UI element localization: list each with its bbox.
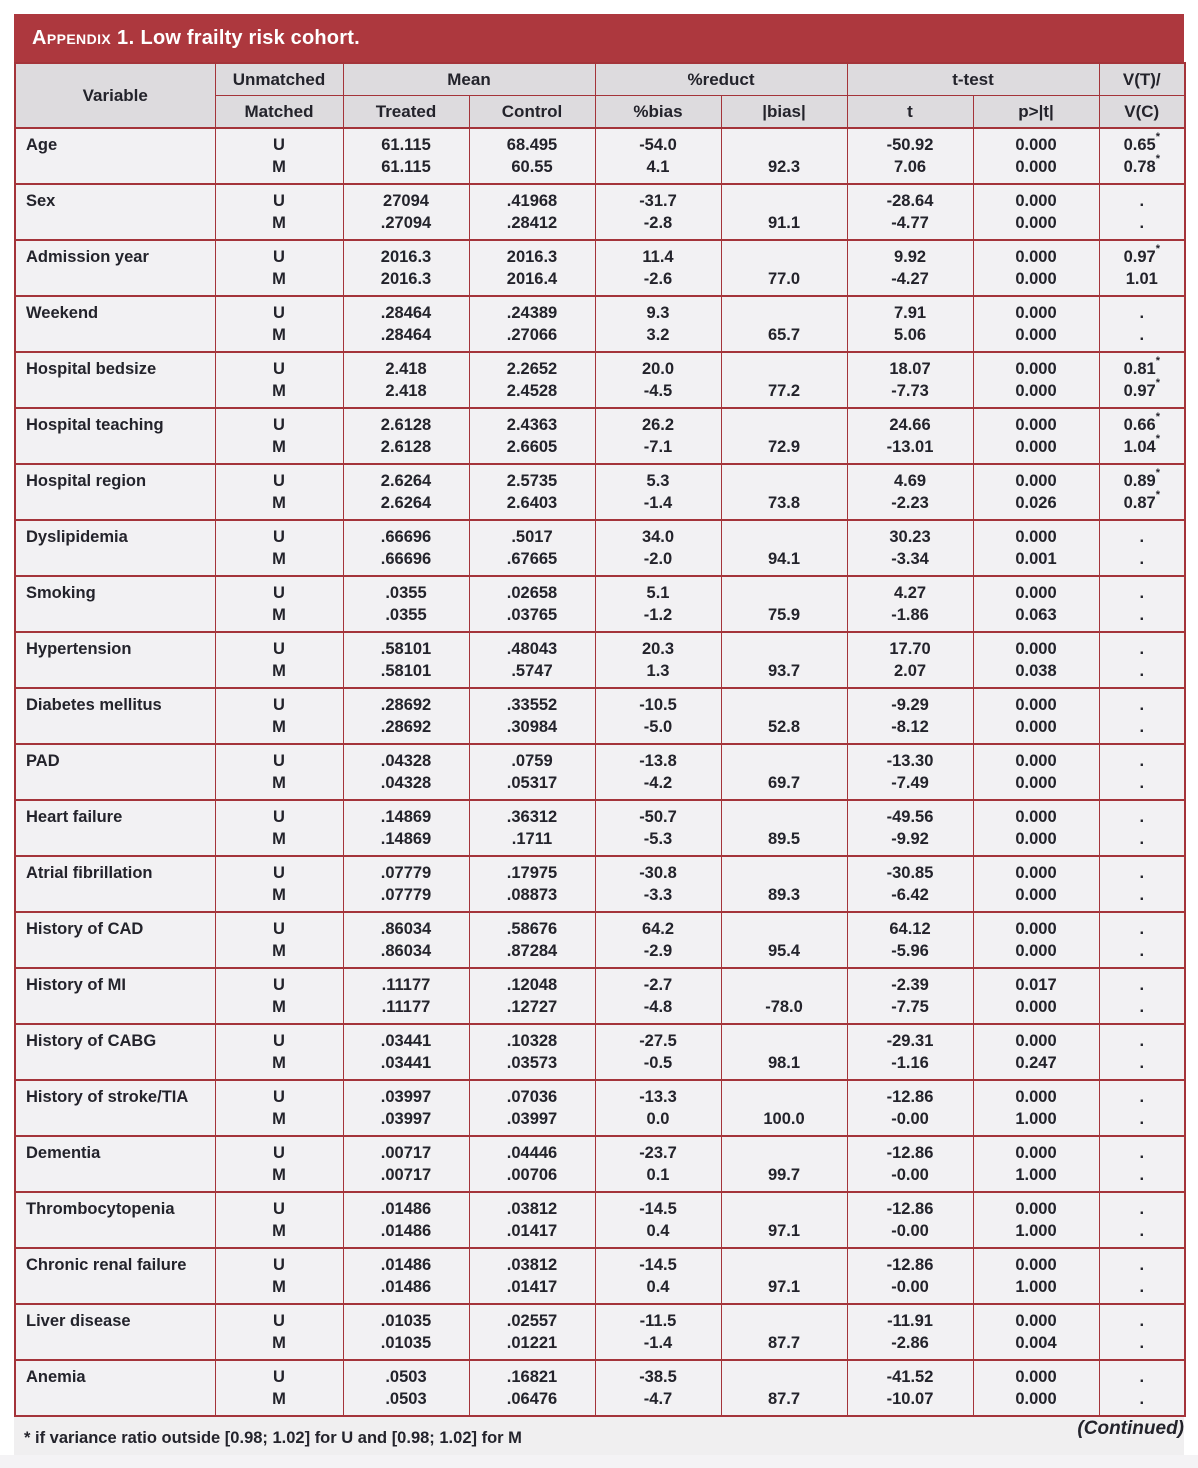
cell-variance-ratio: . . bbox=[1099, 744, 1185, 800]
cell-treated: .58101 .58101 bbox=[343, 632, 469, 688]
cell-bias-abs: 100.0 bbox=[721, 1080, 847, 1136]
table-row bbox=[15, 1360, 1185, 1416]
table-row bbox=[15, 240, 1185, 296]
cell-p: 0.000 0.001 bbox=[973, 520, 1099, 576]
variable-cell: History of CAD bbox=[15, 912, 215, 968]
cell-bias-pct: -50.7 -5.3 bbox=[595, 800, 721, 856]
variable-cell: Age bbox=[15, 128, 215, 184]
cell-bias-pct: 64.2 -2.9 bbox=[595, 912, 721, 968]
cell-variance-ratio: . . bbox=[1099, 968, 1185, 1024]
cell-t: 9.92 -4.27 bbox=[847, 240, 973, 296]
table-row bbox=[15, 688, 1185, 744]
table-row bbox=[15, 800, 1185, 856]
cell-bias-abs: 93.7 bbox=[721, 632, 847, 688]
cell-t: 17.70 2.07 bbox=[847, 632, 973, 688]
table-row bbox=[15, 184, 1185, 240]
cell-unmatched-matched: U M bbox=[215, 408, 343, 464]
cell-t: -30.85 -6.42 bbox=[847, 856, 973, 912]
table-row bbox=[15, 128, 1185, 184]
table-row bbox=[15, 352, 1185, 408]
table-row bbox=[15, 1304, 1185, 1360]
next-section-strip bbox=[0, 1455, 1198, 1468]
cell-bias-pct: -14.5 0.4 bbox=[595, 1192, 721, 1248]
cell-unmatched-matched: U M bbox=[215, 184, 343, 240]
cell-control: .10328 .03573 bbox=[469, 1024, 595, 1080]
cell-unmatched-matched: U M bbox=[215, 520, 343, 576]
cell-variance-ratio: . . bbox=[1099, 1080, 1185, 1136]
cell-t: 30.23 -3.34 bbox=[847, 520, 973, 576]
cell-variance-ratio: . . bbox=[1099, 856, 1185, 912]
cell-control: .58676 .87284 bbox=[469, 912, 595, 968]
cell-bias-abs: 92.3 bbox=[721, 128, 847, 184]
cell-p: 0.000 0.000 bbox=[973, 352, 1099, 408]
variable-cell: Thrombocytopenia bbox=[15, 1192, 215, 1248]
table-row bbox=[15, 520, 1185, 576]
cell-treated: .28692 .28692 bbox=[343, 688, 469, 744]
cell-control: .17975 .08873 bbox=[469, 856, 595, 912]
cell-bias-pct: -13.3 0.0 bbox=[595, 1080, 721, 1136]
cell-treated: .14869 .14869 bbox=[343, 800, 469, 856]
cell-bias-pct: 5.1 -1.2 bbox=[595, 576, 721, 632]
table-title-prefix: Appendix 1. bbox=[32, 26, 135, 49]
appendix-table-container bbox=[14, 14, 1184, 1459]
cell-unmatched-matched: U M bbox=[215, 744, 343, 800]
cell-bias-pct: 26.2 -7.1 bbox=[595, 408, 721, 464]
variable-cell: Sex bbox=[15, 184, 215, 240]
cell-t: 64.12 -5.96 bbox=[847, 912, 973, 968]
cell-variance-ratio: . . bbox=[1099, 576, 1185, 632]
cell-control: .02658 .03765 bbox=[469, 576, 595, 632]
cell-bias-abs: 99.7 bbox=[721, 1136, 847, 1192]
cell-t: -12.86 -0.00 bbox=[847, 1192, 973, 1248]
variable-cell: Hospital bedsize bbox=[15, 352, 215, 408]
cell-bias-abs: 73.8 bbox=[721, 464, 847, 520]
cell-p: 0.000 0.063 bbox=[973, 576, 1099, 632]
cell-bias-pct: -13.8 -4.2 bbox=[595, 744, 721, 800]
cell-variance-ratio: . . bbox=[1099, 632, 1185, 688]
header-variable: Variable bbox=[15, 63, 215, 128]
header-matched: Matched bbox=[215, 96, 343, 129]
variable-cell: Atrial fibrillation bbox=[15, 856, 215, 912]
cell-control: .12048 .12727 bbox=[469, 968, 595, 1024]
variable-cell: Heart failure bbox=[15, 800, 215, 856]
cell-control: .03812 .01417 bbox=[469, 1248, 595, 1304]
cell-unmatched-matched: U M bbox=[215, 1248, 343, 1304]
cell-p: 0.000 0.000 bbox=[973, 184, 1099, 240]
cell-control: .5017 .67665 bbox=[469, 520, 595, 576]
cell-treated: .66696 .66696 bbox=[343, 520, 469, 576]
cell-t: -28.64 -4.77 bbox=[847, 184, 973, 240]
cell-bias-abs: 69.7 bbox=[721, 744, 847, 800]
cell-variance-ratio: . . bbox=[1099, 1248, 1185, 1304]
variable-cell: Admission year bbox=[15, 240, 215, 296]
header-mean: Mean bbox=[343, 63, 595, 96]
cell-control: .02557 .01221 bbox=[469, 1304, 595, 1360]
cell-unmatched-matched: U M bbox=[215, 296, 343, 352]
cell-bias-abs: 52.8 bbox=[721, 688, 847, 744]
cell-variance-ratio: . . bbox=[1099, 184, 1185, 240]
cell-t: 24.66 -13.01 bbox=[847, 408, 973, 464]
table-row bbox=[15, 296, 1185, 352]
header-bias-pct: %bias bbox=[595, 96, 721, 129]
cell-p: 0.000 0.247 bbox=[973, 1024, 1099, 1080]
cell-t: 4.27 -1.86 bbox=[847, 576, 973, 632]
cell-bias-pct: -31.7 -2.8 bbox=[595, 184, 721, 240]
header-t: t bbox=[847, 96, 973, 129]
cell-treated: .00717 .00717 bbox=[343, 1136, 469, 1192]
cell-t: -41.52 -10.07 bbox=[847, 1360, 973, 1416]
table-row bbox=[15, 408, 1185, 464]
cell-control: .24389 .27066 bbox=[469, 296, 595, 352]
cell-p: 0.000 0.000 bbox=[973, 688, 1099, 744]
cell-treated: 2016.3 2016.3 bbox=[343, 240, 469, 296]
header-vt: V(T)/ bbox=[1099, 63, 1185, 96]
variable-cell: Dementia bbox=[15, 1136, 215, 1192]
cell-variance-ratio: . . bbox=[1099, 1024, 1185, 1080]
cell-p: 0.000 0.000 bbox=[973, 856, 1099, 912]
cell-unmatched-matched: U M bbox=[215, 352, 343, 408]
cell-variance-ratio: . . bbox=[1099, 1192, 1185, 1248]
cell-t: -13.30 -7.49 bbox=[847, 744, 973, 800]
cell-bias-abs: 89.5 bbox=[721, 800, 847, 856]
header-unmatched: Unmatched bbox=[215, 63, 343, 96]
cell-t: -12.86 -0.00 bbox=[847, 1136, 973, 1192]
cell-control: .04446 .00706 bbox=[469, 1136, 595, 1192]
cell-unmatched-matched: U M bbox=[215, 632, 343, 688]
cell-treated: .0503 .0503 bbox=[343, 1360, 469, 1416]
variable-cell: History of stroke/TIA bbox=[15, 1080, 215, 1136]
cell-unmatched-matched: U M bbox=[215, 576, 343, 632]
table-row bbox=[15, 632, 1185, 688]
table-row bbox=[15, 1248, 1185, 1304]
cell-bias-abs: -78.0 bbox=[721, 968, 847, 1024]
variable-cell: History of MI bbox=[15, 968, 215, 1024]
cell-bias-pct: 20.0 -4.5 bbox=[595, 352, 721, 408]
cell-treated: 27094 .27094 bbox=[343, 184, 469, 240]
cell-bias-pct: -2.7 -4.8 bbox=[595, 968, 721, 1024]
cell-variance-ratio: . . bbox=[1099, 912, 1185, 968]
table-title-text: Low frailty risk cohort. bbox=[140, 26, 360, 49]
cell-variance-ratio: 0.89* 0.87* bbox=[1099, 464, 1185, 520]
cell-treated: 61.115 61.115 bbox=[343, 128, 469, 184]
cell-variance-ratio: . . bbox=[1099, 520, 1185, 576]
cell-bias-pct: -10.5 -5.0 bbox=[595, 688, 721, 744]
header-control: Control bbox=[469, 96, 595, 129]
cell-control: 2.4363 2.6605 bbox=[469, 408, 595, 464]
cell-bias-abs: 87.7 bbox=[721, 1360, 847, 1416]
variable-cell: Liver disease bbox=[15, 1304, 215, 1360]
cell-variance-ratio: . . bbox=[1099, 1304, 1185, 1360]
header-vc: V(C) bbox=[1099, 96, 1185, 129]
cell-t: -12.86 -0.00 bbox=[847, 1248, 973, 1304]
cell-bias-pct: -54.0 4.1 bbox=[595, 128, 721, 184]
cell-p: 0.000 0.000 bbox=[973, 912, 1099, 968]
cell-bias-abs: 77.0 bbox=[721, 240, 847, 296]
table-footnote: * if variance ratio outside [0.98; 1.02] for U and [0.98; 1.02] for M bbox=[14, 1417, 1184, 1459]
cell-variance-ratio: 0.97* 1.01 bbox=[1099, 240, 1185, 296]
cell-t: -50.92 7.06 bbox=[847, 128, 973, 184]
cell-p: 0.000 0.038 bbox=[973, 632, 1099, 688]
cell-p: 0.000 0.000 bbox=[973, 128, 1099, 184]
cell-variance-ratio: 0.65* 0.78* bbox=[1099, 128, 1185, 184]
cell-p: 0.000 0.026 bbox=[973, 464, 1099, 520]
cell-p: 0.000 0.000 bbox=[973, 744, 1099, 800]
cell-variance-ratio: . . bbox=[1099, 800, 1185, 856]
variable-cell: Hospital region bbox=[15, 464, 215, 520]
cell-bias-abs: 97.1 bbox=[721, 1192, 847, 1248]
cell-t: -2.39 -7.75 bbox=[847, 968, 973, 1024]
cell-control: 2.2652 2.4528 bbox=[469, 352, 595, 408]
cell-t: -9.29 -8.12 bbox=[847, 688, 973, 744]
variable-cell: History of CABG bbox=[15, 1024, 215, 1080]
cell-p: 0.000 1.000 bbox=[973, 1136, 1099, 1192]
variable-cell: Dyslipidemia bbox=[15, 520, 215, 576]
table-row bbox=[15, 912, 1185, 968]
cell-treated: .0355 .0355 bbox=[343, 576, 469, 632]
cell-bias-abs: 65.7 bbox=[721, 296, 847, 352]
cell-unmatched-matched: U M bbox=[215, 856, 343, 912]
cell-bias-pct: -27.5 -0.5 bbox=[595, 1024, 721, 1080]
table-row bbox=[15, 968, 1185, 1024]
header-reduct: %reduct bbox=[595, 63, 847, 96]
cell-t: -11.91 -2.86 bbox=[847, 1304, 973, 1360]
cell-unmatched-matched: U M bbox=[215, 688, 343, 744]
cell-t: 4.69 -2.23 bbox=[847, 464, 973, 520]
cell-bias-pct: 9.3 3.2 bbox=[595, 296, 721, 352]
header-bias-abs: |bias| bbox=[721, 96, 847, 129]
cell-bias-abs: 75.9 bbox=[721, 576, 847, 632]
cell-unmatched-matched: U M bbox=[215, 1304, 343, 1360]
cell-unmatched-matched: U M bbox=[215, 1360, 343, 1416]
table-row bbox=[15, 1024, 1185, 1080]
cell-bias-pct: 11.4 -2.6 bbox=[595, 240, 721, 296]
cell-p: 0.000 0.004 bbox=[973, 1304, 1099, 1360]
cell-bias-pct: 5.3 -1.4 bbox=[595, 464, 721, 520]
variable-cell: Chronic renal failure bbox=[15, 1248, 215, 1304]
cell-t: -29.31 -1.16 bbox=[847, 1024, 973, 1080]
cell-treated: .03441 .03441 bbox=[343, 1024, 469, 1080]
cell-bias-abs: 98.1 bbox=[721, 1024, 847, 1080]
cell-treated: .07779 .07779 bbox=[343, 856, 469, 912]
cell-variance-ratio: 0.81* 0.97* bbox=[1099, 352, 1185, 408]
cell-control: .41968 .28412 bbox=[469, 184, 595, 240]
cohort-table bbox=[14, 62, 1186, 1417]
cell-treated: 2.418 2.418 bbox=[343, 352, 469, 408]
cell-treated: .11177 .11177 bbox=[343, 968, 469, 1024]
cell-bias-pct: 34.0 -2.0 bbox=[595, 520, 721, 576]
table-row bbox=[15, 856, 1185, 912]
cell-unmatched-matched: U M bbox=[215, 968, 343, 1024]
cell-bias-abs: 87.7 bbox=[721, 1304, 847, 1360]
header-ttest: t-test bbox=[847, 63, 1099, 96]
cell-control: .16821 .06476 bbox=[469, 1360, 595, 1416]
cell-variance-ratio: . . bbox=[1099, 1360, 1185, 1416]
cell-p: 0.000 0.000 bbox=[973, 800, 1099, 856]
cell-unmatched-matched: U M bbox=[215, 1024, 343, 1080]
cell-treated: .04328 .04328 bbox=[343, 744, 469, 800]
cell-control: .07036 .03997 bbox=[469, 1080, 595, 1136]
cell-variance-ratio: . . bbox=[1099, 688, 1185, 744]
cell-unmatched-matched: U M bbox=[215, 1080, 343, 1136]
cell-variance-ratio: . . bbox=[1099, 1136, 1185, 1192]
cell-unmatched-matched: U M bbox=[215, 464, 343, 520]
variable-cell: Diabetes mellitus bbox=[15, 688, 215, 744]
variable-cell: Hypertension bbox=[15, 632, 215, 688]
table-row bbox=[15, 1192, 1185, 1248]
cell-bias-pct: -23.7 0.1 bbox=[595, 1136, 721, 1192]
cell-p: 0.000 0.000 bbox=[973, 408, 1099, 464]
cell-treated: .86034 .86034 bbox=[343, 912, 469, 968]
variable-cell: PAD bbox=[15, 744, 215, 800]
cell-p: 0.000 1.000 bbox=[973, 1080, 1099, 1136]
continued-label: (Continued) bbox=[1077, 1418, 1184, 1439]
cell-control: .03812 .01417 bbox=[469, 1192, 595, 1248]
cell-t: -49.56 -9.92 bbox=[847, 800, 973, 856]
cell-bias-abs: 77.2 bbox=[721, 352, 847, 408]
cell-bias-pct: -38.5 -4.7 bbox=[595, 1360, 721, 1416]
cell-t: 18.07 -7.73 bbox=[847, 352, 973, 408]
cell-bias-pct: -11.5 -1.4 bbox=[595, 1304, 721, 1360]
cell-p: 0.000 1.000 bbox=[973, 1248, 1099, 1304]
cell-control: .36312 .1711 bbox=[469, 800, 595, 856]
cell-bias-abs: 72.9 bbox=[721, 408, 847, 464]
table-title-bar bbox=[14, 14, 1184, 62]
cell-unmatched-matched: U M bbox=[215, 128, 343, 184]
cell-bias-pct: -30.8 -3.3 bbox=[595, 856, 721, 912]
cell-treated: 2.6128 2.6128 bbox=[343, 408, 469, 464]
cell-t: -12.86 -0.00 bbox=[847, 1080, 973, 1136]
cell-unmatched-matched: U M bbox=[215, 1192, 343, 1248]
cell-bias-abs: 94.1 bbox=[721, 520, 847, 576]
cell-control: 2.5735 2.6403 bbox=[469, 464, 595, 520]
cell-control: .48043 .5747 bbox=[469, 632, 595, 688]
cell-treated: 2.6264 2.6264 bbox=[343, 464, 469, 520]
cell-p: 0.017 0.000 bbox=[973, 968, 1099, 1024]
cell-p: 0.000 0.000 bbox=[973, 1360, 1099, 1416]
cell-bias-pct: 20.3 1.3 bbox=[595, 632, 721, 688]
cell-treated: .01486 .01486 bbox=[343, 1192, 469, 1248]
table-row bbox=[15, 1080, 1185, 1136]
cell-treated: .01486 .01486 bbox=[343, 1248, 469, 1304]
header-p: p>|t| bbox=[973, 96, 1099, 129]
table-header bbox=[15, 63, 1185, 128]
cell-control: 2016.3 2016.4 bbox=[469, 240, 595, 296]
cell-p: 0.000 0.000 bbox=[973, 296, 1099, 352]
cell-control: .0759 .05317 bbox=[469, 744, 595, 800]
variable-cell: Weekend bbox=[15, 296, 215, 352]
table-row bbox=[15, 1136, 1185, 1192]
cell-unmatched-matched: U M bbox=[215, 912, 343, 968]
cell-bias-abs: 89.3 bbox=[721, 856, 847, 912]
table-row bbox=[15, 576, 1185, 632]
cell-bias-abs: 91.1 bbox=[721, 184, 847, 240]
table-row bbox=[15, 464, 1185, 520]
cell-p: 0.000 1.000 bbox=[973, 1192, 1099, 1248]
table-row bbox=[15, 744, 1185, 800]
cell-treated: .03997 .03997 bbox=[343, 1080, 469, 1136]
cell-unmatched-matched: U M bbox=[215, 240, 343, 296]
table-body bbox=[15, 128, 1185, 1416]
cell-variance-ratio: 0.66* 1.04* bbox=[1099, 408, 1185, 464]
cell-t: 7.91 5.06 bbox=[847, 296, 973, 352]
cell-unmatched-matched: U M bbox=[215, 800, 343, 856]
cell-bias-abs: 97.1 bbox=[721, 1248, 847, 1304]
cell-p: 0.000 0.000 bbox=[973, 240, 1099, 296]
cell-bias-abs: 95.4 bbox=[721, 912, 847, 968]
cell-unmatched-matched: U M bbox=[215, 1136, 343, 1192]
cell-treated: .01035 .01035 bbox=[343, 1304, 469, 1360]
cell-variance-ratio: . . bbox=[1099, 296, 1185, 352]
cell-control: .33552 .30984 bbox=[469, 688, 595, 744]
cell-treated: .28464 .28464 bbox=[343, 296, 469, 352]
variable-cell: Smoking bbox=[15, 576, 215, 632]
cell-bias-pct: -14.5 0.4 bbox=[595, 1248, 721, 1304]
variable-cell: Hospital teaching bbox=[15, 408, 215, 464]
header-treated: Treated bbox=[343, 96, 469, 129]
cell-control: 68.495 60.55 bbox=[469, 128, 595, 184]
variable-cell: Anemia bbox=[15, 1360, 215, 1416]
